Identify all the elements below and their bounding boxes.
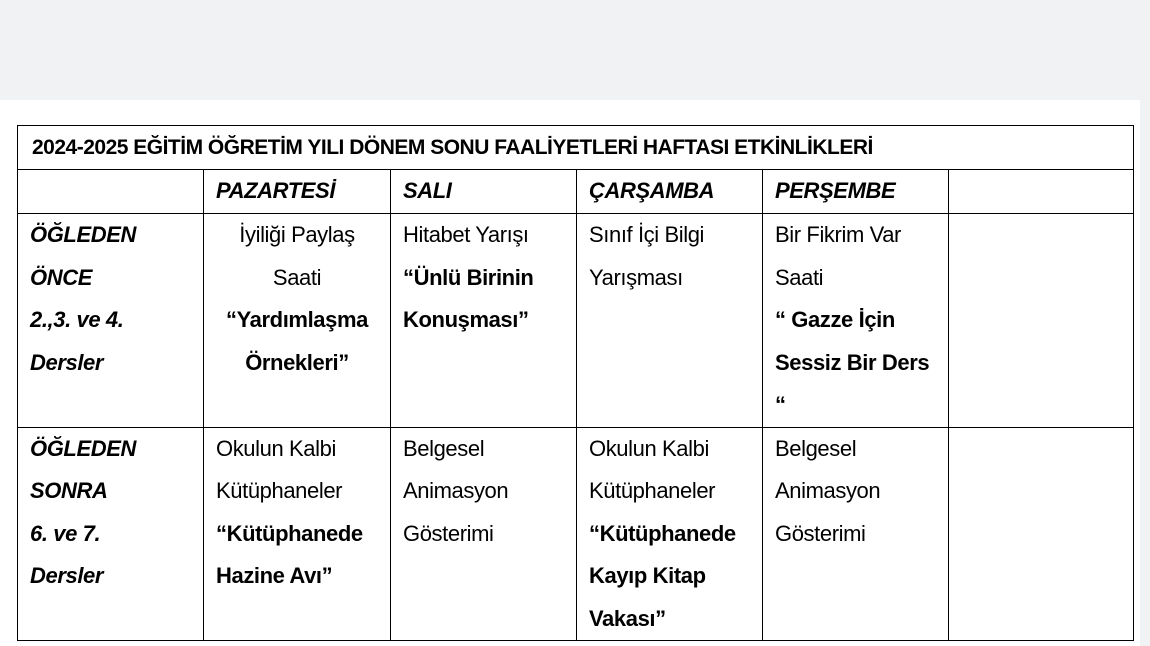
activity-line: Sessiz Bir Ders — [775, 349, 930, 375]
row-label-line: 6. ve 7. — [30, 520, 101, 546]
table-title: 2024-2025 EĞİTİM ÖĞRETİM YILI DÖNEM SONU FAALİYETLERİ HAFTASI ETKİNLİKLERİ — [18, 126, 1134, 170]
cell-afternoon-wednesday — [577, 427, 763, 641]
row-label-line: SONRA — [30, 478, 108, 503]
cell-morning-wednesday — [577, 214, 763, 428]
activity-line: Vakası” — [589, 605, 666, 631]
activity-schedule-table — [17, 125, 1134, 641]
row-label-afternoon — [18, 427, 204, 641]
activity-line: İyiliği Paylaş — [239, 222, 355, 247]
row-label-line: 2.,3. ve 4. — [30, 307, 124, 332]
activity-line: Kütüphaneler — [216, 478, 343, 503]
activity-line: Hitabet Yarışı — [403, 222, 529, 247]
document-page — [0, 100, 1140, 646]
activity-line: Kayıp Kitap — [589, 563, 706, 588]
activity-line: Okulun Kalbi — [589, 435, 709, 461]
row-label-morning — [18, 214, 204, 428]
activity-line: Belgesel — [775, 435, 857, 461]
activity-line: Hazine Avı” — [216, 563, 333, 588]
morning-row — [18, 214, 1134, 428]
row-label-line: ÖNCE — [30, 264, 92, 290]
cell-afternoon-monday — [204, 427, 391, 641]
activity-line: Okulun Kalbi — [216, 435, 336, 461]
day-header-tuesday: SALI — [391, 170, 577, 214]
row-label-line: Dersler — [30, 349, 104, 375]
day-header-empty — [949, 170, 1134, 214]
corner-cell — [18, 170, 204, 214]
day-header-wednesday: ÇARŞAMBA — [577, 170, 763, 214]
cell-afternoon-empty — [949, 427, 1134, 641]
activity-line: Kütüphaneler — [589, 478, 716, 503]
title-row — [18, 126, 1134, 170]
activity-line: Bir Fikrim Var — [775, 222, 901, 247]
cell-morning-thursday — [763, 214, 949, 428]
cell-morning-monday — [204, 214, 391, 428]
activity-line: Saati — [272, 264, 322, 290]
activity-line: Gösterimi — [403, 520, 494, 546]
activity-line: Animasyon — [775, 478, 881, 503]
activity-line: “ — [775, 392, 786, 417]
cell-morning-tuesday — [391, 214, 577, 428]
activity-line: “Ünlü Birinin — [403, 264, 534, 290]
activity-line: Saati — [775, 264, 824, 290]
row-label-line: Dersler — [30, 563, 104, 588]
activity-line: Belgesel — [403, 435, 485, 461]
cell-afternoon-thursday — [763, 427, 949, 641]
activity-line: “ Gazze İçin — [775, 307, 895, 332]
activity-line: “Kütüphanede — [216, 520, 363, 546]
activity-line: Sınıf İçi Bilgi — [589, 222, 705, 247]
activity-line: Örnekleri” — [245, 349, 349, 375]
afternoon-row — [18, 427, 1134, 641]
day-header-thursday: PERŞEMBE — [763, 170, 949, 214]
activity-line: Yarışması — [589, 264, 683, 290]
day-header-row — [18, 170, 1134, 214]
activity-line: Animasyon — [403, 478, 509, 503]
activity-line: “Kütüphanede — [589, 520, 736, 546]
cell-morning-empty — [949, 214, 1134, 428]
activity-line: Konuşması” — [403, 307, 529, 332]
row-label-line: ÖĞLEDEN — [30, 222, 136, 247]
row-label-line: ÖĞLEDEN — [30, 435, 136, 461]
activity-line: “Yardımlaşma — [226, 307, 368, 332]
day-header-monday: PAZARTESİ — [204, 170, 391, 214]
activity-line: Gösterimi — [775, 520, 866, 546]
cell-afternoon-tuesday — [391, 427, 577, 641]
